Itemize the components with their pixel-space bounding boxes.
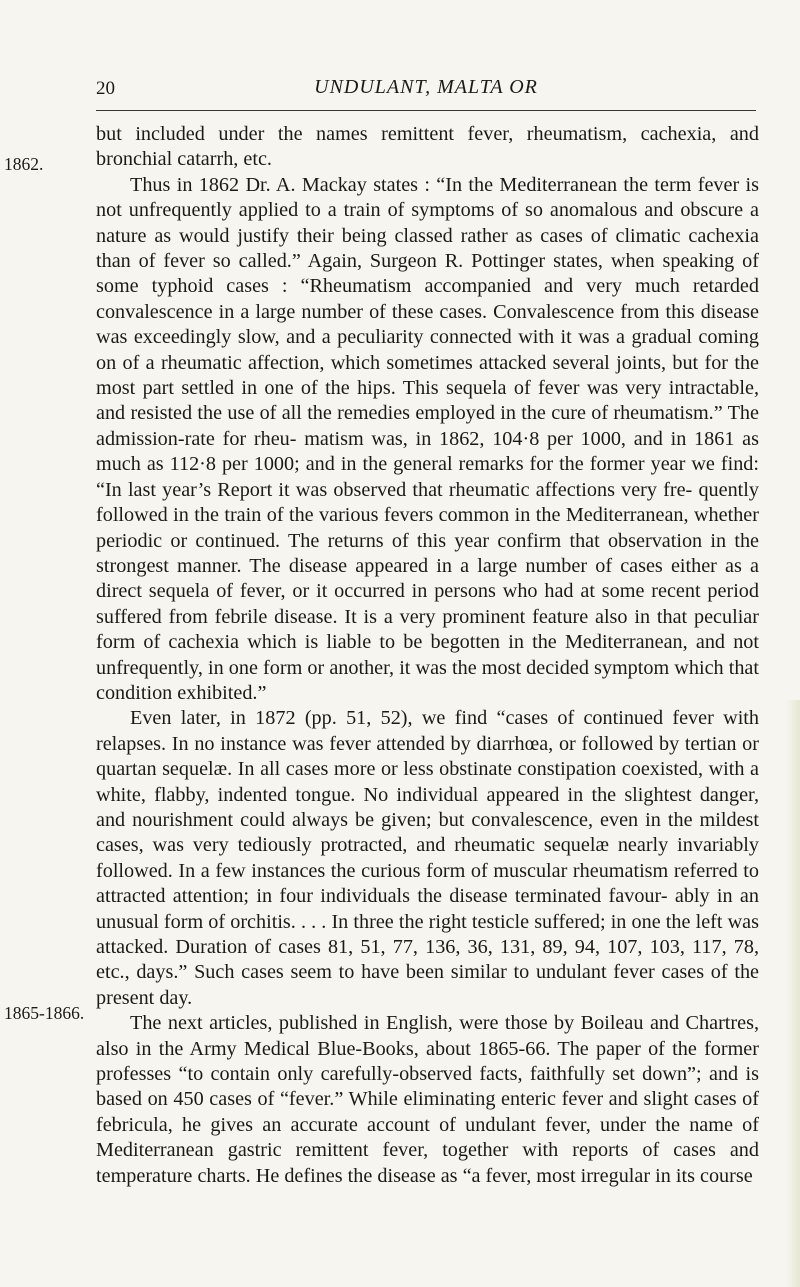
margin-note-1865-1866: 1865-1866.	[4, 1003, 85, 1023]
paragraph-boileau: The next articles, published in English, were those by Boileau and Chartres, also in the Army Medical Blue-Books, about 1865-66. The paper of the former professes “to contain only carefully-observed facts, faithfully set down”; and is based on 450 cases of “fever.” While eliminating enteric fever and slight cases of febricula, he gives an accurate account of undulant fever, under the name of Mediterranean gastric remittent fever, together with reports of cases and temperature charts. He defines the disease as “a fever, most irregular in its course	[96, 1012, 759, 1187]
margin-note-1862: 1862.	[4, 154, 44, 174]
header-rule	[96, 110, 756, 111]
page-number: 20	[96, 78, 115, 99]
running-title: UNDULANT, MALTA OR	[314, 76, 538, 98]
paragraph-mackay: Thus in 1862 Dr. A. Mackay states : “In the Mediterranean the term fever is not unfrequently applied to a train of symptoms of so anomalous and obscure a nature as would justify their being classed rather as cases of climatic cachexia than of fever so called.” Again, Surgeon R. Pottinger states, when speaking of some typhoid cases : “Rheumatism accompanied and very much retarded convalescence in a large number of these cases. Convalescence from this disease was exceedingly slow, and a peculiarity connected with it was a gradual coming on of a rheumatic affection, which sometimes attacked several joints, but for the most part settled in one of the hips. This sequela of fever was very intractable, and resisted the use of all the remedies employed in the cure of rheumatism.” The admission-rate for rheu- matism was, in 1862, 104·8 per 1000, and in 1861 as much as 112·8 per 1000; and in the general remarks for the former year we find: “In last year’s Report it was observed that rheumatic affections very fre- quently followed in the train of the various fevers common in the Mediterranean, whether periodic or continued. The returns of this year confirm that observation in the strongest manner. The disease appeared in a large number of cases either as a direct sequela of fever, or it occurred in persons who had at some recent period suffered from febrile disease. It is a very prominent feature also in that peculiar form of cachexia which is liable to be begotten in the Mediterranean, and not unfrequently, in one form or another, it was the most decided symptom which that condition exhibited.”	[96, 173, 759, 704]
page-edge-shading	[786, 700, 800, 1287]
body-text	[96, 122, 759, 1189]
paragraph-1872: Even later, in 1872 (pp. 51, 52), we find “cases of continued fever with relapses. In no instance was fever attended by diarrhœa, or followed by tertian or quartan sequelæ. In all cases more or less obstinate constipation coexisted, with a white, flabby, indented tongue. No individual appeared in the slightest danger, and nourishment could always be given; but convalescence, even in the mildest cases, was very tediously protracted, and rheumatic sequelæ nearly invariably followed. In a few instances the curious form of muscular rheumatism referred to attracted attention; in four individuals the disease terminated favour- ably in an unusual form of orchitis. . . . In three the right testicle suffered; in one the left was attacked. Duration of cases 81, 51, 77, 136, 36, 131, 89, 94, 107, 103, 117, 78, etc., days.” Such cases seem to have been similar to undulant fever cases of the present day.	[96, 707, 759, 1009]
paragraph-continuation: but included under the names remittent fever, rheumatism, cachexia, and bronchial catarrh, etc.	[96, 123, 759, 171]
page-header	[96, 74, 756, 104]
